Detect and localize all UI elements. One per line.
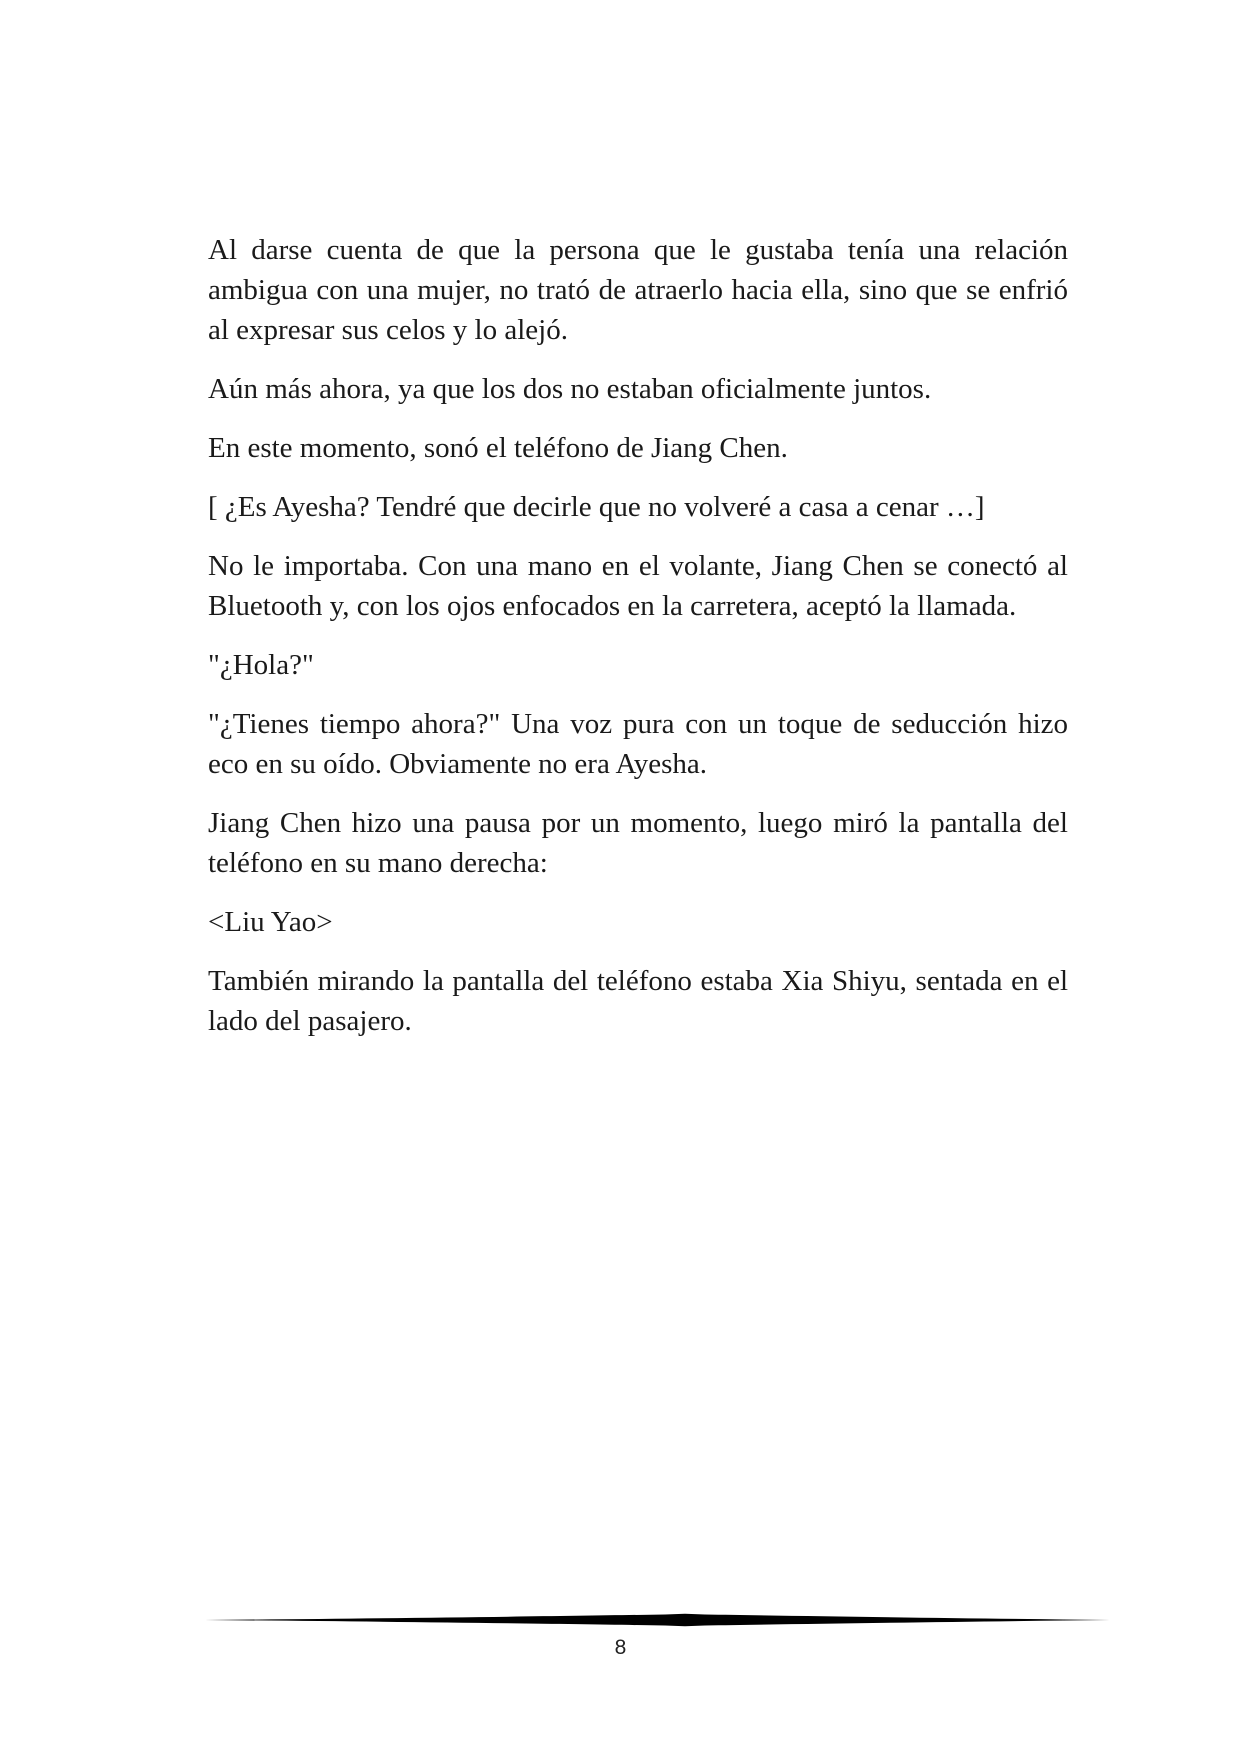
paragraph-4: [ ¿Es Ayesha? Tendré que decirle que no volveré a casa a cenar …] <box>208 491 985 523</box>
paragraph-7: "¿Tienes tiempo ahora?" Una voz pura con un toque de seducción hizo eco en su oído. Obviamente no era Ayesha. <box>208 708 1068 780</box>
page-number: 8 <box>614 1636 627 1659</box>
paragraph-2: Aún más ahora, ya que los dos no estaban oficialmente juntos. <box>208 373 932 405</box>
body-text <box>208 230 1068 1060</box>
paragraph-6: "¿Hola?" <box>208 649 314 681</box>
footer-divider <box>205 1612 1110 1628</box>
paragraph-1: Al darse cuenta de que la persona que le gustaba tenía una relación ambigua con una mujer, no trató de atraerlo hacia ella, sino que se enfrió al expresar sus celos y lo alejó. <box>208 234 1068 346</box>
paragraph-5: No le importaba. Con una mano en el volante, Jiang Chen se conectó al Bluetooth y, con los ojos enfocados en la carretera, aceptó la llamada. <box>208 550 1068 622</box>
paragraph-3: En este momento, sonó el teléfono de Jiang Chen. <box>208 432 788 464</box>
paragraph-9: <Liu Yao> <box>208 906 333 938</box>
paragraph-8: Jiang Chen hizo una pausa por un momento, luego miró la pantalla del teléfono en su mano derecha: <box>208 807 1068 879</box>
paragraph-10: También mirando la pantalla del teléfono estaba Xia Shiyu, sentada en el lado del pasajero. <box>208 965 1068 1037</box>
